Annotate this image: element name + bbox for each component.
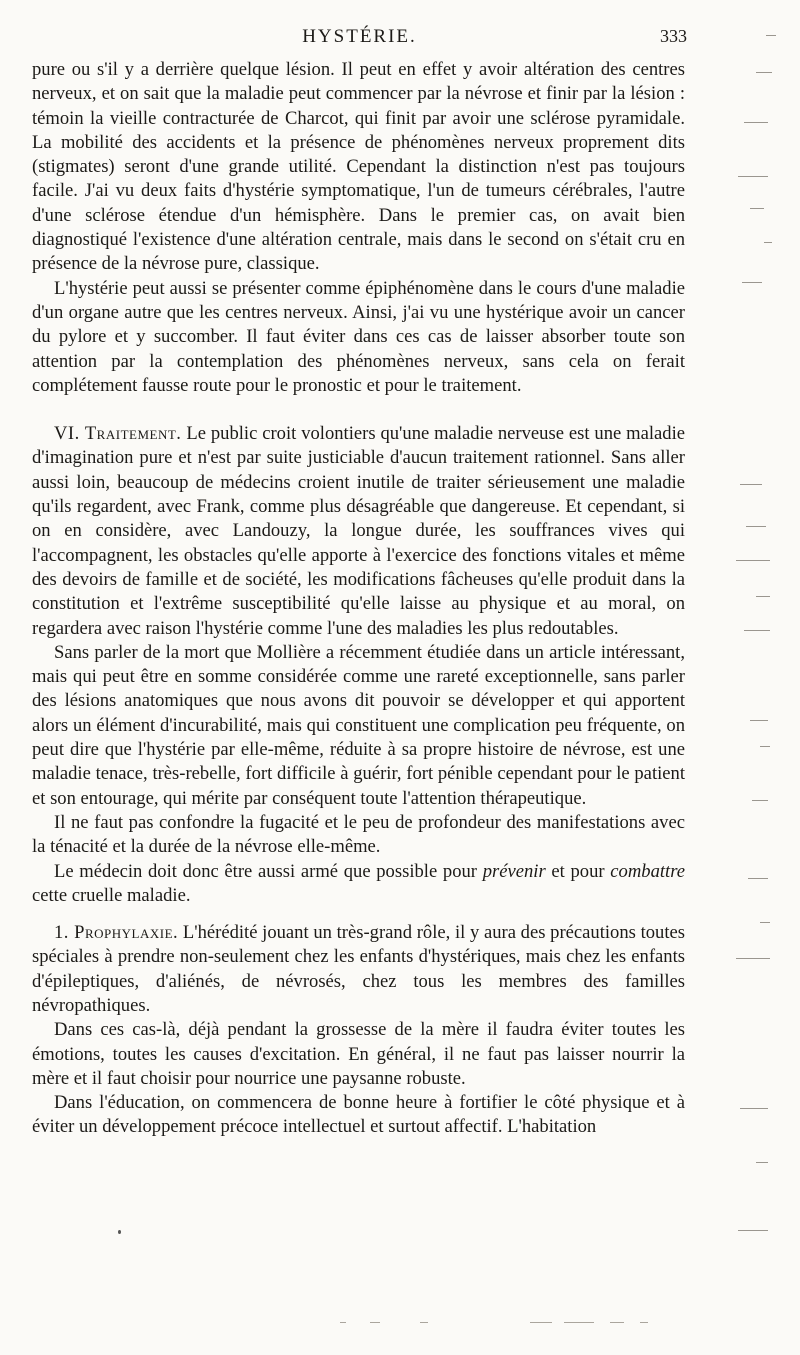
section-paragraph [32, 422, 685, 641]
paragraph: Dans ces cas-là, déjà pendant la grossesse de la mère il faudra éviter toutes les émotions, toutes les causes d'excitation. En général, il ne faut pas laisser nourrir la mère et il faut choisir pour nourrice une paysanne robuste. [32, 1019, 685, 1089]
emphasis: combattre [610, 860, 685, 882]
ink-speck [118, 1230, 121, 1234]
paragraph [32, 860, 685, 909]
paragraph: pure ou s'il y a derrière quelque lésion. Il peut en effet y avoir altération des centres nerveux, et on sait que la maladie peut commencer par la névrose et finir par la lésion : témoin la vieille contracturée de Charcot, qui finit par avoir une sclérose pyramidale. La mobilité des accidents et la présence de phénomènes nerveux proprement dits (stigmates) seront d'une grande utilité. Cependant la distinction n'est pas toujours facile. J'ai vu deux faits d'hystérie symptomatique, l'un de tumeurs cérébrales, l'autre d'une sclérose étendue d'un hémisphère. Dans le premier cas, on avait bien diagnostiqué l'existence d'une altération centrale, mais dans le second on s'était cru en présence de la névrose pure, classique. [32, 59, 685, 275]
paragraph-text: et pour [551, 860, 605, 882]
section-heading-traitement: VI. Traitement. [54, 423, 182, 445]
paragraph-text: Le public croit volontiers qu'une maladie nerveuse est une maladie d'imagination pure et n'est par suite justiciable d'aucun traitement rationnel. Sans aller aussi loin, beaucoup de médecins croient inutile de traiter sérieusement une maladie qu'ils regardent, avec Frank, comme plus désagréable que dangereuse. Et cependant, si on en considère, avec Landouzy, la longue durée, les souffrances vives qui l'accompagnent, les obstacles qu'elle apporte à l'exercice des fonctions vitales et même des devoirs de famille et de société, les modifications fâcheuses qu'elle produit dans la constitution et l'extrême susceptibilité qu'elle laisse au physique et au moral, on regardera avec raison l'hystérie comme l'une des maladies les plus redoutables. [32, 423, 685, 639]
page-header [32, 26, 687, 52]
margin-bleedthrough [730, 30, 790, 1330]
section-heading-prophylaxie: 1. Prophylaxie. [54, 922, 179, 944]
paragraph-text: Le médecin doit donc être aussi armé que possible pour [54, 860, 477, 882]
paragraph: Il ne faut pas confondre la fugacité et le peu de profondeur des manifestations avec la ténacité et la durée de la névrose elle-même. [32, 811, 685, 858]
body-text [32, 58, 685, 1140]
paragraph: L'hystérie peut aussi se présenter comme épiphénomène dans le cours d'une maladie d'un organe autre que les centres nerveux. Ainsi, j'ai vu une hystérique avoir un cancer du pylore et y succomber. Il faut éviter dans ces cas de laisser absorber toute son attention par la contemplation des phénomènes nerveux, sans cela on ferait complétement fausse route pour le pronostic et pour le traitement. [32, 277, 685, 396]
paragraph-text: cette cruelle maladie. [32, 884, 191, 906]
page-number: 333 [660, 26, 687, 46]
emphasis: prévenir [482, 860, 546, 882]
section-paragraph [32, 921, 685, 1018]
bleedthrough-marks [300, 1322, 700, 1328]
paragraph: Dans l'éducation, on commencera de bonne heure à fortifier le côté physique et à éviter un développement précoce intellectuel et surtout affectif. L'habitation [32, 1092, 685, 1138]
running-title: HYSTÉRIE. [302, 26, 417, 47]
paragraph-text: L'hérédité jouant un très-grand rôle, il y aura des précautions toutes spéciales à prendre non-seulement chez les enfants d'hystériques, mais chez les enfants d'épileptiques, d'aliénés, de névrosés, chez tous les membres des familles névropathiques. [32, 922, 685, 1016]
paragraph: Sans parler de la mort que Mollière a récemment étudiée dans un article intéressant, mais qui peut être en somme considérée comme une rareté exceptionnelle, sans parler des lésions anatomiques que nous avons dit pouvoir se développer et qui apportent alors un élément d'incurabilité, mais qui constituent une complication peu fréquente, on peut dire que l'hystérie par elle-même, réduite à sa propre histoire de névrose, est une maladie tenace, très-rebelle, fort difficile à guérir, fort pénible cependant pour le patient et son entourage, qui mérite par conséquent toute l'attention thérapeutique. [32, 641, 685, 809]
